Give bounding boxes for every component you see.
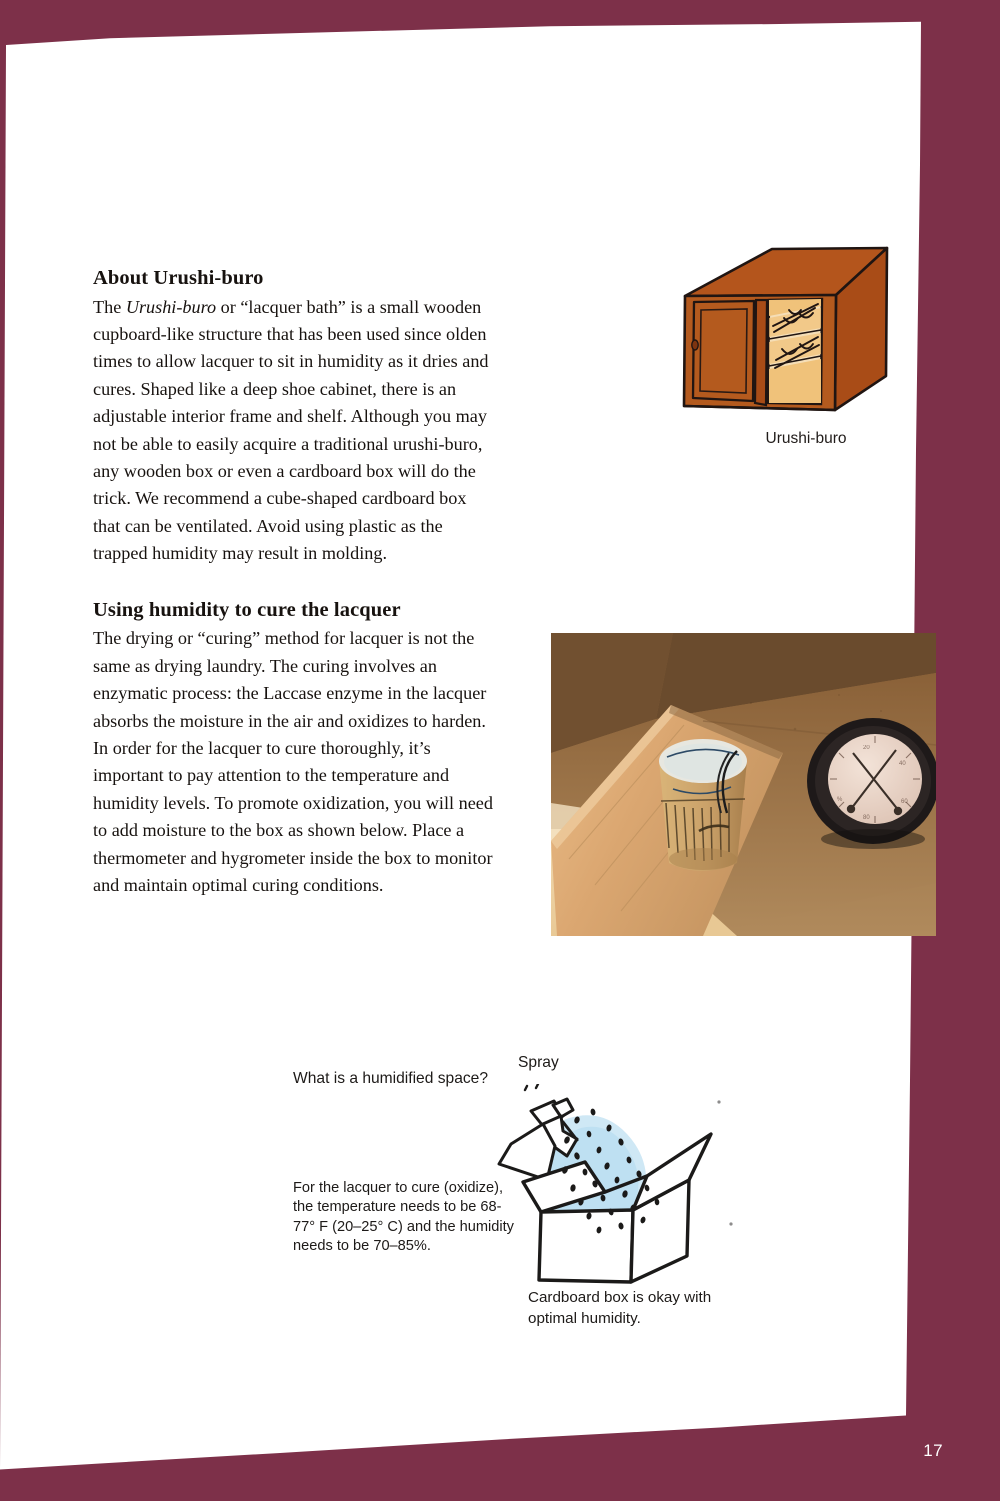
paragraph-body-text: or “lacquer bath” is a small wooden cupboard-like structure that has been used since olden times to allow lacquer to sit in humidity as it dries and cures. Shaped like a deep shoe cabinet, there is an adjustable interior frame and shelf. Although you may not be able to easily acquire a traditional urushi-buro, any wooden box or even a cardboard box will do the trick. We recommend a cube-shaped cardboard box that can be ventilated. Avoid using plastic as the trapped humidity may result in molding. bbox=[93, 296, 489, 564]
spray-and-box-sketch bbox=[481, 1084, 741, 1304]
paragraph-lead-text: The bbox=[93, 296, 126, 317]
diagram-question-label: What is a humidified space? bbox=[293, 1070, 489, 1087]
spray-box-drawing bbox=[481, 1084, 741, 1304]
figure-caption-urushi-buro: Urushi-buro bbox=[765, 430, 847, 447]
photo-box-interior-with-cup-and-hygrometer bbox=[551, 633, 936, 936]
urushi-buro-illustration bbox=[672, 238, 940, 453]
diagram-cardboard-box-label: Cardboard box is okay with optimal humidity. bbox=[528, 1289, 712, 1327]
paragraph-about-urushi-buro bbox=[93, 294, 493, 568]
urushi-buro-drawing bbox=[672, 238, 940, 453]
svg-text:40: 40 bbox=[899, 761, 906, 767]
section-heading-using-humidity: Using humidity to cure the lacquer bbox=[93, 598, 401, 621]
diagram-conditions-text: For the lacquer to cure (oxidize), the temperature needs to be 68-77° F (20–25° C) and the humidity needs to be 70–85%. bbox=[293, 1180, 514, 1255]
paragraph-using-humidity: The drying or “curing” method for lacquer is not the same as drying laundry. The curing involves an enzymatic process: the Laccase enzyme in the lacquer absorbs the moisture in the air and oxidizes to harden. In order for the lacquer to cure thoroughly, it’s important to pay attention to the temperature and humidity levels. To promote oxidization, you will need to add moisture to the box as shown below. Place a thermometer and hygrometer inside the box to monitor and maintain optimal curing conditions. bbox=[93, 628, 493, 895]
humidified-space-diagram bbox=[285, 1048, 755, 1358]
svg-text:20: 20 bbox=[863, 745, 870, 751]
ceramic-cup bbox=[659, 739, 747, 871]
svg-text:60: 60 bbox=[901, 799, 908, 805]
svg-text:80: 80 bbox=[863, 815, 870, 821]
page-number: 17 bbox=[923, 1441, 943, 1460]
svg-text:%: % bbox=[837, 797, 843, 803]
section-heading-about-urushi-buro: About Urushi-buro bbox=[93, 267, 264, 289]
diagram-spray-label: Spray bbox=[518, 1054, 559, 1071]
italic-term-urushi-buro: Urushi-buro bbox=[125, 296, 217, 317]
text-column bbox=[93, 266, 493, 899]
photo-illustration bbox=[551, 633, 936, 936]
